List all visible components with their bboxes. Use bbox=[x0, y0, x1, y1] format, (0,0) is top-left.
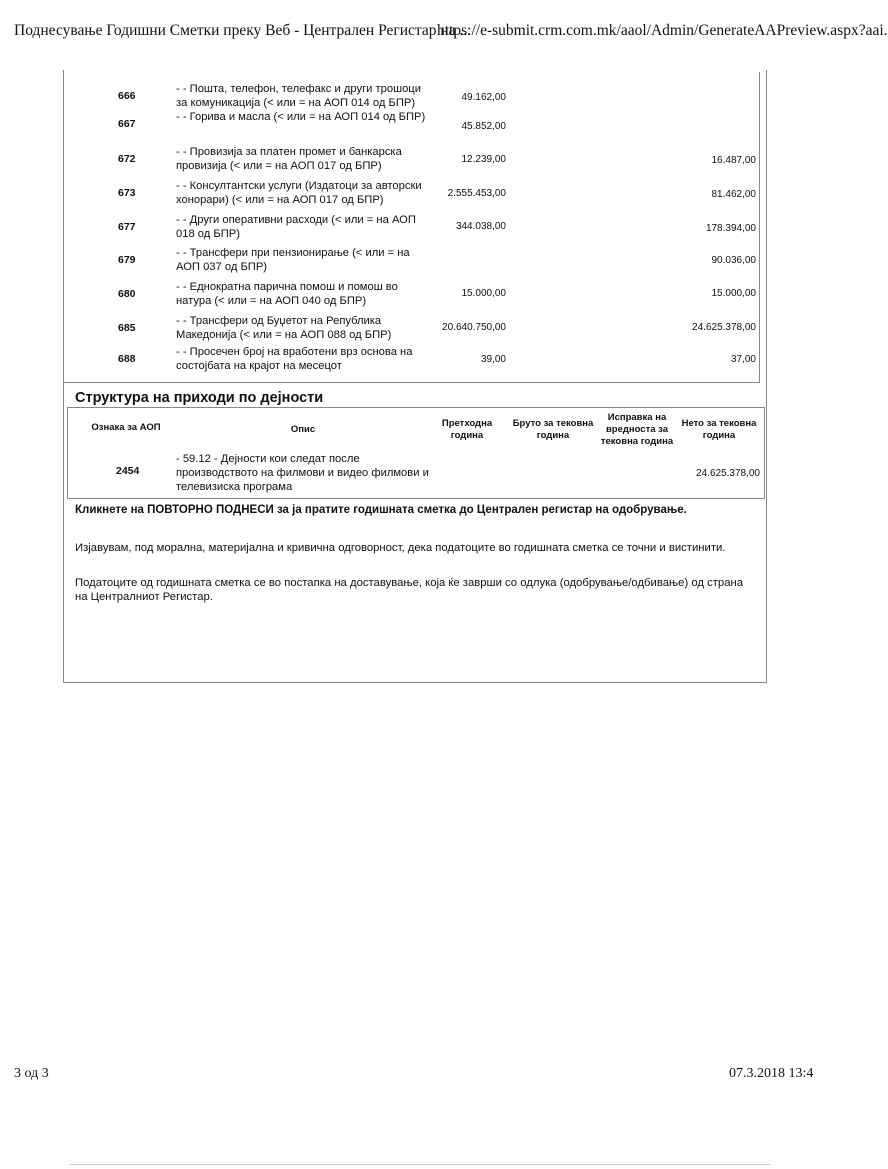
aop-code: 685 bbox=[118, 322, 136, 334]
page-number: 3 од 3 bbox=[14, 1066, 49, 1081]
table-row bbox=[63, 346, 759, 386]
current-year-value: 81.462,00 bbox=[711, 189, 756, 200]
column-header-previous-year: Претходна година bbox=[441, 418, 493, 441]
column-header-aop: Ознака за АОП bbox=[91, 422, 161, 433]
table-row bbox=[63, 182, 759, 216]
current-year-value: 178.394,00 bbox=[705, 223, 756, 234]
row-description: - - Просечен број на вработени врз основа на состојбата на крајот на месецот bbox=[176, 346, 413, 372]
print-header-title: Поднесување Годишни Сметки преку Веб - Централен Регистар на ... bbox=[14, 22, 472, 39]
previous-year-value: 49.162,00 bbox=[461, 92, 506, 103]
aop-code: 672 bbox=[118, 153, 136, 165]
aop-code: 667 bbox=[118, 118, 136, 130]
aop-code: 666 bbox=[118, 90, 136, 102]
previous-year-value: 39,00 bbox=[480, 354, 506, 365]
section-title: Структура на приходи по дејности bbox=[75, 390, 324, 406]
aop-code: 679 bbox=[118, 254, 136, 266]
resubmit-notice: Кликнете на ПОВТОРНО ПОДНЕСИ за ја пратите годишната сметка до Централен регистар на одобрување. bbox=[75, 504, 687, 516]
liability-statement: Изјавувам, под морална, материјална и кривична одговорност, дека податоците во годишната сметка се точни и вистинити. bbox=[75, 542, 726, 554]
print-datetime: 07.3.2018 13:4 bbox=[729, 1066, 814, 1081]
table-row bbox=[63, 281, 759, 318]
previous-year-value: 2.555.453,00 bbox=[447, 188, 506, 199]
aop-code: 680 bbox=[118, 288, 136, 300]
table-row bbox=[63, 148, 759, 182]
aop-code: 677 bbox=[118, 221, 136, 233]
current-year-value: 16.487,00 bbox=[711, 155, 756, 166]
table-row bbox=[63, 216, 759, 250]
row-description: - - Еднократна парична помош и помош во натура (< или = на АОП 040 од БПР) bbox=[176, 281, 398, 307]
aop-code: 688 bbox=[118, 353, 136, 365]
column-header-gross: Бруто за тековна година bbox=[512, 418, 594, 441]
previous-year-value: 45.852,00 bbox=[461, 121, 506, 132]
current-year-value: 24.625.378,00 bbox=[692, 322, 756, 333]
row-description: - 59.12 - Дејности кои следат после производството на филмови и видео филмови и телевизиска програма bbox=[176, 453, 429, 493]
submission-info: Податоците од годишната сметка се во постапка на доставување, која ќе заврши со одлука (одобрување/одбивање) од страна на Централниот Регистар. bbox=[75, 577, 744, 603]
row-description: - - Консултантски услуги (Издатоци за авторски хонорари) (< или = на АОП 017 од БПР) bbox=[176, 180, 422, 206]
aop-code: 2454 bbox=[116, 465, 140, 477]
aop-code: 673 bbox=[118, 187, 136, 199]
previous-year-value: 15.000,00 bbox=[461, 288, 506, 299]
table-row bbox=[63, 111, 759, 148]
row-description: - - Горива и масла (< или = на АОП 014 од БПР) bbox=[176, 111, 426, 123]
column-header-description: Опис bbox=[290, 424, 316, 435]
print-header-url: https://e-submit.crm.com.mk/aaol/Admin/GenerateAAPreview.aspx?aai. bbox=[437, 22, 888, 39]
expenses-table-border bbox=[63, 72, 760, 383]
net-current-year-value: 24.625.378,00 bbox=[696, 468, 760, 479]
row-description: - - Трансфери при пензионирање (< или = на АОП 037 од БПР) bbox=[176, 247, 410, 273]
row-description: - - Трансфери од Буџетот на Република Македонија (< или = на АОП 088 од БПР) bbox=[176, 315, 392, 341]
activity-structure-table bbox=[67, 407, 765, 499]
column-header-net: Нето за тековна година bbox=[681, 418, 757, 441]
current-year-value: 15.000,00 bbox=[711, 288, 756, 299]
row-description: - - Пошта, телефон, телефакс и други трошоци за комуникација (< или = на АОП 014 од БПР) bbox=[176, 83, 421, 109]
previous-year-value: 12.239,00 bbox=[461, 154, 506, 165]
table-row bbox=[63, 247, 759, 284]
scan-edge-line bbox=[70, 1164, 770, 1165]
column-header-correction: Исправка на вредноста за тековна година bbox=[600, 412, 674, 447]
expenses-table bbox=[63, 72, 765, 382]
row-description: - - Провизија за платен промет и банкарска провизија (< или = на АОП 017 од БПР) bbox=[176, 146, 402, 172]
row-description: - - Други оперативни расходи (< или = на АОП 018 од БПР) bbox=[176, 214, 416, 240]
current-year-value: 90.036,00 bbox=[711, 255, 756, 266]
previous-year-value: 20.640.750,00 bbox=[442, 322, 506, 333]
table-row bbox=[63, 80, 759, 114]
previous-year-value: 344.038,00 bbox=[455, 221, 506, 232]
current-year-value: 37,00 bbox=[730, 354, 756, 365]
